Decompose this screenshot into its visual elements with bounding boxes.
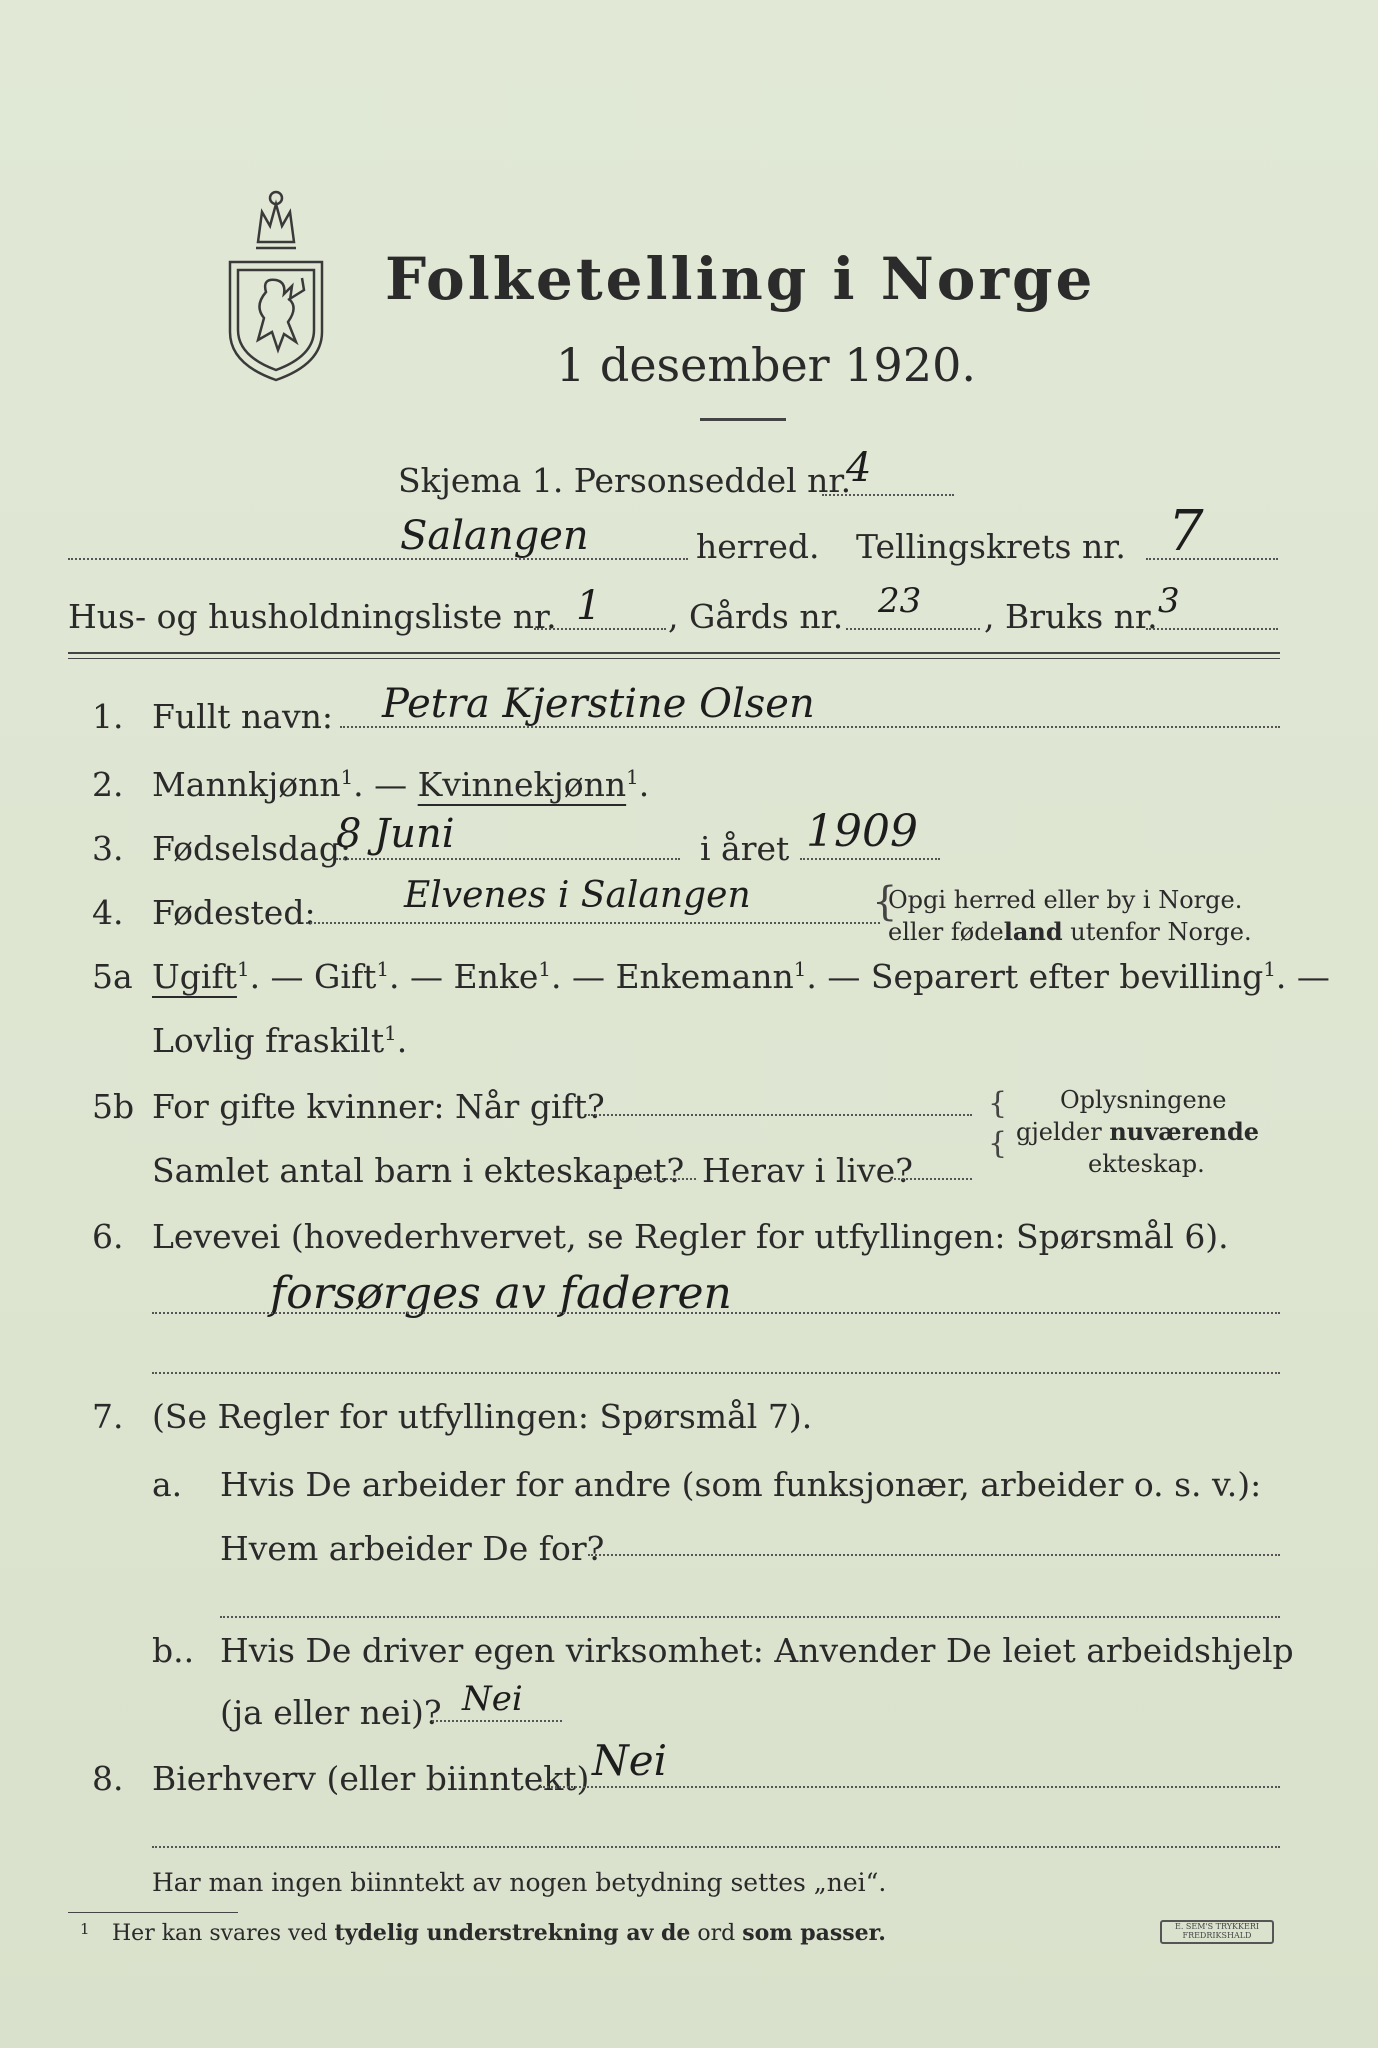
q4-label: Fødested: xyxy=(152,893,316,932)
q1-value: Petra Kjerstine Olsen xyxy=(382,681,815,727)
footnote-mark: 1 xyxy=(80,1920,90,1938)
bruks-line xyxy=(1146,628,1278,630)
q1-label: Fullt navn: xyxy=(152,697,333,736)
q2-mann: Mannkjønn xyxy=(152,765,341,804)
q8-value: Nei xyxy=(592,1736,668,1785)
q8-number: 8. xyxy=(92,1759,124,1798)
tellingskrets-label: Tellingskrets nr. xyxy=(856,527,1126,566)
q7b-text-2: (ja eller nei)? xyxy=(220,1693,442,1732)
q6-line-2 xyxy=(152,1372,1280,1374)
coat-of-arms-icon xyxy=(218,182,334,382)
q7-label: (Se Regler for utfyllingen: Spørsmål 7). xyxy=(152,1397,813,1436)
q5b-herav: Herav i live? xyxy=(702,1151,913,1190)
q8-line-1 xyxy=(540,1786,1280,1788)
printer-stamp: E. SEM'S TRYKKERI FREDRIKSHALD xyxy=(1160,1920,1274,1944)
q7a-line-1 xyxy=(588,1554,1280,1556)
q6-number: 6. xyxy=(92,1217,124,1256)
q5b-note-1: Oplysningene xyxy=(1060,1086,1227,1114)
header-divider-1 xyxy=(68,652,1280,654)
q5b-line-2 xyxy=(614,1178,696,1180)
q1-number: 1. xyxy=(92,697,124,736)
bruks-label: , Bruks nr. xyxy=(984,597,1158,636)
q5b-label-1: For gifte kvinner: Når gift? xyxy=(152,1087,605,1126)
q5b-note-2: gjelder nuværende xyxy=(1016,1117,1260,1146)
q2-kvinne: Kvinnekjønn xyxy=(417,765,627,804)
skjema-label: Skjema 1. Personseddel nr. xyxy=(398,461,852,500)
bruks-value: 3 xyxy=(1158,581,1180,621)
q3-year-value: 1909 xyxy=(806,806,918,857)
q4-note-2: eller fødeland utenfor Norge. xyxy=(888,917,1252,946)
q2-options: Mannkjønn$^1$. — Kvinnekjønn$^1$. xyxy=(152,765,650,804)
herred-line xyxy=(68,558,688,560)
q6-value: forsørges av faderen xyxy=(270,1268,732,1319)
q5b-note-3: ekteskap. xyxy=(1088,1150,1205,1178)
footnote-text: Her kan svares ved tydelig understrekning av de ord som passer. xyxy=(112,1920,886,1946)
q7a-line-2 xyxy=(220,1616,1280,1618)
q3-year-line xyxy=(800,858,940,860)
q5a-number: 5a xyxy=(92,957,133,996)
personseddel-value: 4 xyxy=(846,445,872,491)
tellingskrets-line xyxy=(1146,558,1278,560)
q7b-value: Nei xyxy=(462,1679,523,1719)
q4-value: Elvenes i Salangen xyxy=(404,875,751,916)
q5a-lovlig: Lovlig fraskilt$^1$. xyxy=(152,1021,408,1060)
q2-end: . xyxy=(638,765,650,804)
q6-line-1 xyxy=(152,1312,1280,1314)
q3-number: 3. xyxy=(92,829,124,868)
q8-line-2 xyxy=(152,1846,1280,1848)
personseddel-line xyxy=(822,494,954,496)
form-title: Folketelling i Norge xyxy=(385,245,1096,313)
q5b-number: 5b xyxy=(92,1087,135,1126)
q5b-line-1 xyxy=(588,1114,972,1116)
header-divider-2 xyxy=(68,658,1280,659)
q4-brace: { xyxy=(872,879,898,925)
q4-line xyxy=(306,922,880,924)
form-date: 1 desember 1920. xyxy=(556,338,976,392)
q5b-label-2: Samlet antal barn i ekteskapet? xyxy=(152,1151,685,1190)
gards-label: , Gårds nr. xyxy=(668,597,844,636)
q2-number: 2. xyxy=(92,765,124,804)
hus-label: Hus- og husholdningsliste nr. xyxy=(68,597,557,636)
q4-number: 4. xyxy=(92,893,124,932)
q5a-options: Ugift$^1$. — Gift$^1$. — Enke$^1$. — Enkemann$^1$. — Separert efter bevilling$^1$. — xyxy=(152,957,1330,996)
q7b-number: b.. xyxy=(152,1631,195,1670)
tellingskrets-value: 7 xyxy=(1168,499,1204,564)
q7b-text-1: Hvis De driver egen virksomhet: Anvender De leiet arbeidshjelp xyxy=(220,1631,1294,1670)
q3-day-value: 8 Juni xyxy=(336,811,455,857)
q5a-ugift: Ugift xyxy=(152,957,237,996)
gards-value: 23 xyxy=(878,581,922,621)
q5b-line-3 xyxy=(890,1178,972,1180)
hus-value: 1 xyxy=(576,583,602,629)
q2-sep: . — xyxy=(353,765,408,804)
q7a-text-2: Hvem arbeider De for? xyxy=(220,1529,605,1568)
herred-label: herred. xyxy=(696,527,820,566)
q7a-number: a. xyxy=(152,1465,183,1504)
q3-label: Fødselsdag: xyxy=(152,829,352,868)
q3-day-line xyxy=(336,858,680,860)
q7-number: 7. xyxy=(92,1397,124,1436)
q6-label: Levevei (hovederhvervet, se Regler for utfyllingen: Spørsmål 6). xyxy=(152,1217,1229,1256)
q8-note: Har man ingen biinntekt av nogen betydning settes „nei“. xyxy=(152,1868,887,1897)
gards-line xyxy=(846,628,980,630)
q7a-text-1: Hvis De arbeider for andre (som funksjonær, arbeider o. s. v.): xyxy=(220,1465,1262,1504)
q8-label: Bierhverv (eller biinntekt) xyxy=(152,1759,590,1798)
title-divider xyxy=(700,418,786,421)
herred-value: Salangen xyxy=(400,513,589,559)
q4-note-1: Opgi herred eller by i Norge. xyxy=(888,886,1243,914)
q3-year-label: i året xyxy=(700,829,790,868)
q7b-line xyxy=(432,1720,562,1722)
q5b-brace: { { xyxy=(988,1086,1008,1161)
footnote-rule xyxy=(68,1912,238,1913)
